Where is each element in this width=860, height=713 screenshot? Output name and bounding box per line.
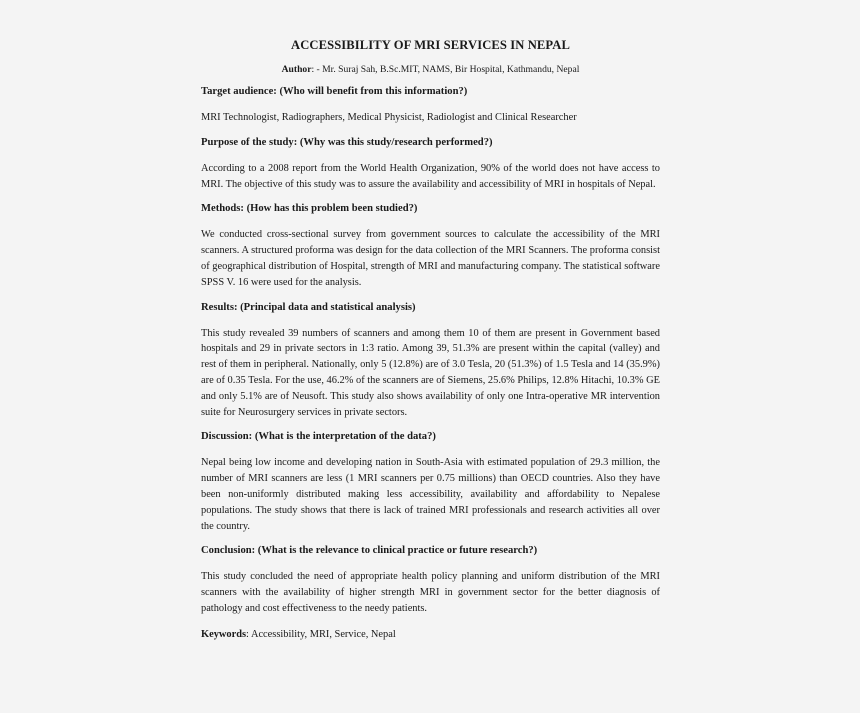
section-heading-target-audience: Target audience: (Who will benefit from this information?) [201, 86, 468, 97]
document [201, 38, 660, 653]
section-heading-results: Results: (Principal data and statistical analysis) [201, 301, 416, 313]
keywords-label: Keywords [201, 628, 247, 640]
section-body-results: This study revealed 39 numbers of scanners and among them 10 of them are present in Government based hospitals and 29 in private sectors in 1:3 ratio. Among 39, 51.3% are present within the capital (valley) and rest of them in peripheral. Nationally, only 5 (12.8%) are of 3.0 Tesla, 20 (51.3%) of 1.5 Tesla and 14 (35.9%) are of 0.35 Tesla. For the use, 46.2% of the scanners are of Siemens, 25.6% Philips, 12.8% Hitachi, 10.3% GE and only 5.1% are of Neusoft. This study also shows availability of only one Intra-operative MR intervention suite for Neurosurgery services in private sectors. [201, 327, 660, 418]
section-body-target-audience: MRI Technologist, Radiographers, Medical Physicist, Radiologist and Clinical Researcher [201, 112, 577, 123]
document-title: ACCESSIBILITY OF MRI SERVICES IN NEPAL [291, 38, 570, 52]
keywords-text: : Accessibility, MRI, Service, Nepal [246, 628, 396, 640]
section-heading-purpose: Purpose of the study: (Why was this study/research performed?) [201, 136, 493, 148]
section-body-conclusion: This study concluded the need of appropriate health policy planning and uniform distribution of the MRI scanners with the availability of higher strength MRI in government sector for the better diagnosis of pathology and cost effectiveness to the needy patients. [201, 571, 660, 614]
author-text: : - Mr. Suraj Sah, B.Sc.MIT, NAMS, Bir Hospital, Kathmandu, Nepal [311, 64, 580, 75]
section-heading-methods: Methods: (How has this problem been studied?) [201, 203, 418, 215]
section-body-methods: We conducted cross-sectional survey from government sources to calculate the accessibility of the MRI scanners. A structured proforma was design for the data collection of the MRI Scanners. The proforma consist of geographical distribution of Hospital, strength of MRI and manufacturing company. The statistical software SPSS V. 16 were used for the analysis. [201, 229, 660, 288]
section-heading-discussion: Discussion: (What is the interpretation of the data?) [201, 431, 436, 443]
author-line [201, 64, 660, 75]
section-body-discussion: Nepal being low income and developing nation in South-Asia with estimated population of 29.3 million, the number of MRI scanners are less (1 MRI scanners per 0.75 millions) than OECD countries. Also they have been non-uniformly distributed making less accessibility, availability and affordability to Nepalese populations. The study shows that there is lack of trained MRI professionals and research activities all over the country. [201, 457, 660, 532]
section-heading-conclusion: Conclusion: (What is the relevance to clinical practice or future research?) [201, 545, 538, 557]
keywords-line [201, 627, 660, 643]
section-body-purpose: According to a 2008 report from the World Health Organization, 90% of the world does not have access to MRI. The objective of this study was to assure the availability and accessibility of MRI in hospitals of Nepal. [201, 162, 660, 190]
author-label: Author [281, 64, 312, 75]
